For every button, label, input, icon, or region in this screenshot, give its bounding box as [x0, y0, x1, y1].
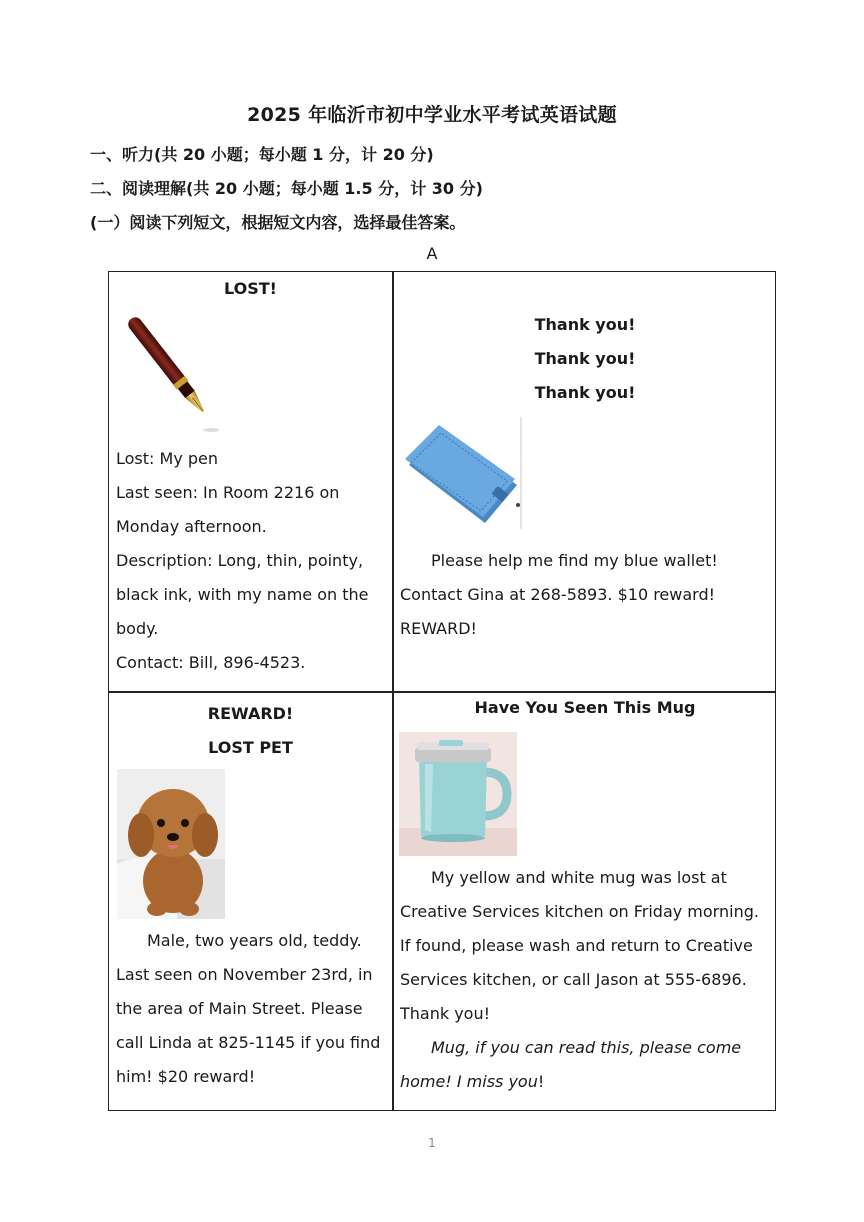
text-line: Contact: Bill, 896-4523.	[116, 653, 306, 672]
mug-photo	[399, 732, 517, 856]
section-listening: 一、听力(共 20 小题；每小题 1 分，计 20 分)	[90, 145, 434, 164]
lost-pen-details	[116, 442, 386, 680]
thank-you-line: Thank you!	[534, 383, 636, 402]
fountain-pen-icon	[119, 312, 229, 437]
exam-title: 2025 年临沂市初中学业水平考试英语试题	[247, 104, 617, 126]
passage-label: A	[426, 244, 438, 263]
italic-line: Mug, if you can read this, please come	[431, 1038, 742, 1057]
text-line: the area of Main Street. Please	[116, 999, 363, 1018]
text-line: Thank you!	[400, 1004, 491, 1023]
wallet-heading	[393, 308, 777, 410]
text-line: call Linda at 825-1145 if you find	[116, 1033, 381, 1052]
thank-you-line: Thank you!	[534, 349, 636, 368]
text-line: him! $20 reward!	[116, 1067, 256, 1086]
page-number: 1	[428, 1136, 436, 1150]
text-line: Creative Services kitchen on Friday morning.	[400, 902, 759, 921]
text-line: My yellow and white mug was lost at	[431, 868, 727, 887]
text-line: If found, please wash and return to Creative	[400, 936, 753, 955]
reading-instruction: (一）阅读下列短文，根据短文内容，选择最佳答案。	[90, 213, 466, 232]
text-line: Services kitchen, or call Jason at 555-6896.	[400, 970, 747, 989]
text-line: Description: Long, thin, pointy,	[116, 551, 364, 570]
lost-pen-heading: LOST!	[224, 279, 277, 298]
text-line: Lost: My pen	[116, 449, 219, 468]
end-mark: !	[537, 1072, 545, 1091]
text-line: Last seen: In Room 2216 on	[116, 483, 340, 502]
table-divider-horizontal	[109, 691, 775, 693]
thank-you-line: Thank you!	[534, 315, 636, 334]
blue-wallet-icon	[399, 417, 525, 529]
italic-line-wrap	[400, 1065, 772, 1099]
heading-line: REWARD!	[207, 704, 294, 723]
lost-pet-details	[116, 924, 386, 1094]
heading-line: LOST PET	[208, 738, 293, 757]
text-line: Please help me find my blue wallet!	[431, 551, 718, 570]
italic-line: home! I miss you	[400, 1072, 538, 1091]
notice-table	[108, 271, 776, 1111]
poodle-photo	[117, 769, 225, 919]
wallet-details	[400, 544, 772, 646]
section-reading: 二、阅读理解(共 20 小题；每小题 1.5 分，计 30 分)	[90, 179, 483, 198]
text-line: Contact Gina at 268-5893. $10 reward!	[400, 585, 716, 604]
mug-details	[400, 861, 772, 1099]
text-line: Last seen on November 23rd, in	[116, 965, 373, 984]
text-line: REWARD!	[400, 619, 477, 638]
text-line: Monday afternoon.	[116, 517, 267, 536]
text-line: Male, two years old, teddy.	[147, 931, 362, 950]
mug-heading: Have You Seen This Mug	[474, 698, 696, 717]
text-line: black ink, with my name on the	[116, 585, 369, 604]
lost-pet-heading	[109, 697, 392, 765]
text-line: body.	[116, 619, 159, 638]
